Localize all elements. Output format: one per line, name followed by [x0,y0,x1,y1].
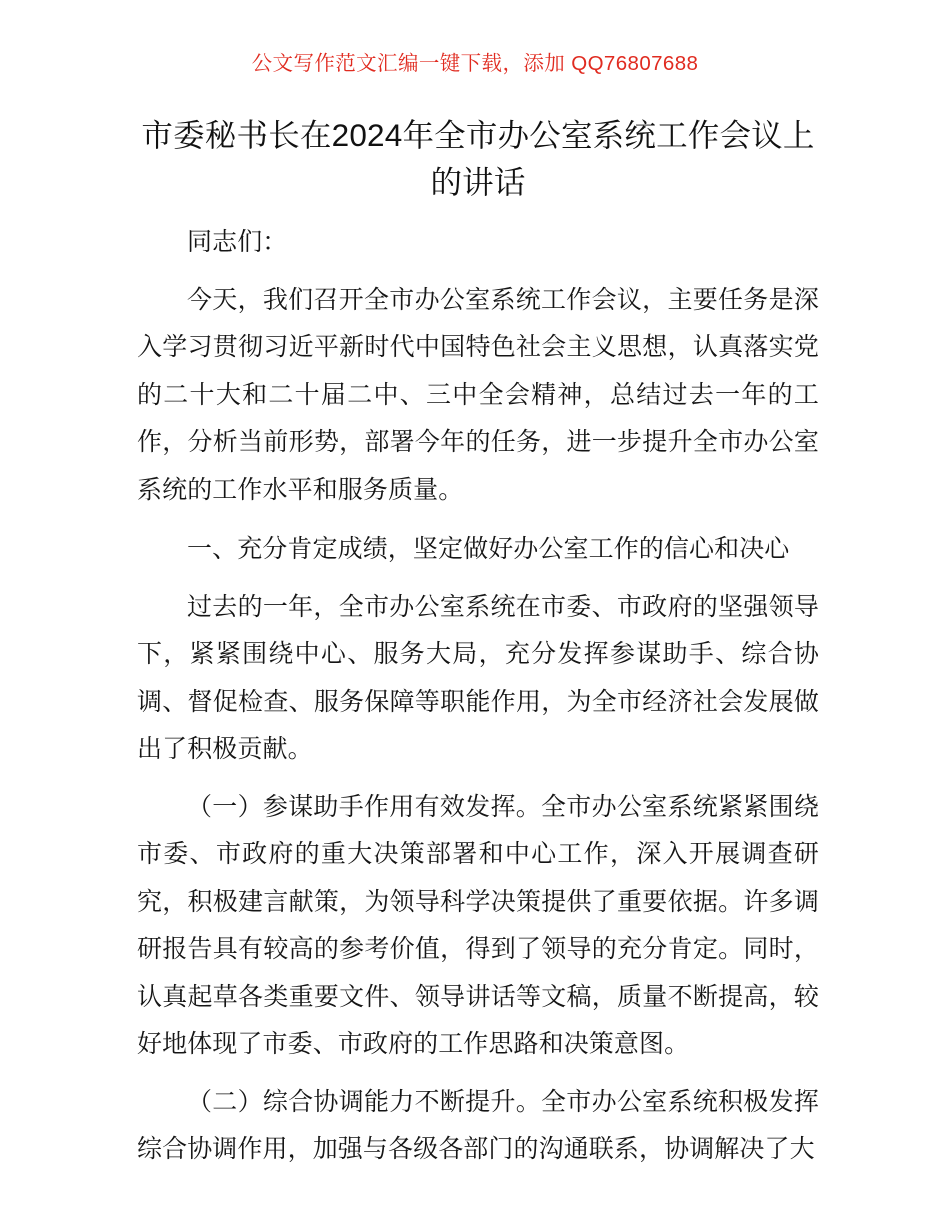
paragraph-item-two: （二）综合协调能力不断提升。全市办公室系统积极发挥综合协调作用，加强与各级各部门的沟通联系，协调解决了大 [137,1087,819,1163]
salutation: 同志们： [187,228,288,256]
document-title: 市委秘书长在2024年全市办公室系统工作会议上的讲话 [141,117,815,200]
document-body [137,112,819,1174]
paragraph-item-one: （一）参谋助手作用有效发挥。全市办公室系统紧紧围绕市委、市政府的重大决策部署和中心工作，深入开展调查研究，积极建言献策，为领导科学决策提供了重要依据。许多调研报告具有较高的参考价值，得到了领导的充分肯定。同时，认真起草各类重要文件、领导讲话等文稿，质量不断提高，较好地体现了市委、市政府的工作思路和决策意图。 [137,792,819,1058]
promo-header [0,52,950,77]
promo-header-text: 公文写作范文汇编一键下载，添加 QQ76807688 [251,52,699,75]
paragraph-section-one-lead: 过去的一年，全市办公室系统在市委、市政府的坚强领导下，紧紧围绕中心、服务大局，充分发挥参谋助手、综合协调、督促检查、服务保障等职能作用，为全市经济社会发展做出了积极贡献。 [137,592,819,763]
section-heading-one: 一、充分肯定成绩，坚定做好办公室工作的信心和决心 [187,535,790,563]
paragraph-intro: 今天，我们召开全市办公室系统工作会议，主要任务是深入学习贯彻习近平新时代中国特色社会主义思想，认真落实党的二十大和二十届二中、三中全会精神，总结过去一年的工作，分析当前形势，部署今年的任务，进一步提升全市办公室系统的工作水平和服务质量。 [137,285,819,504]
